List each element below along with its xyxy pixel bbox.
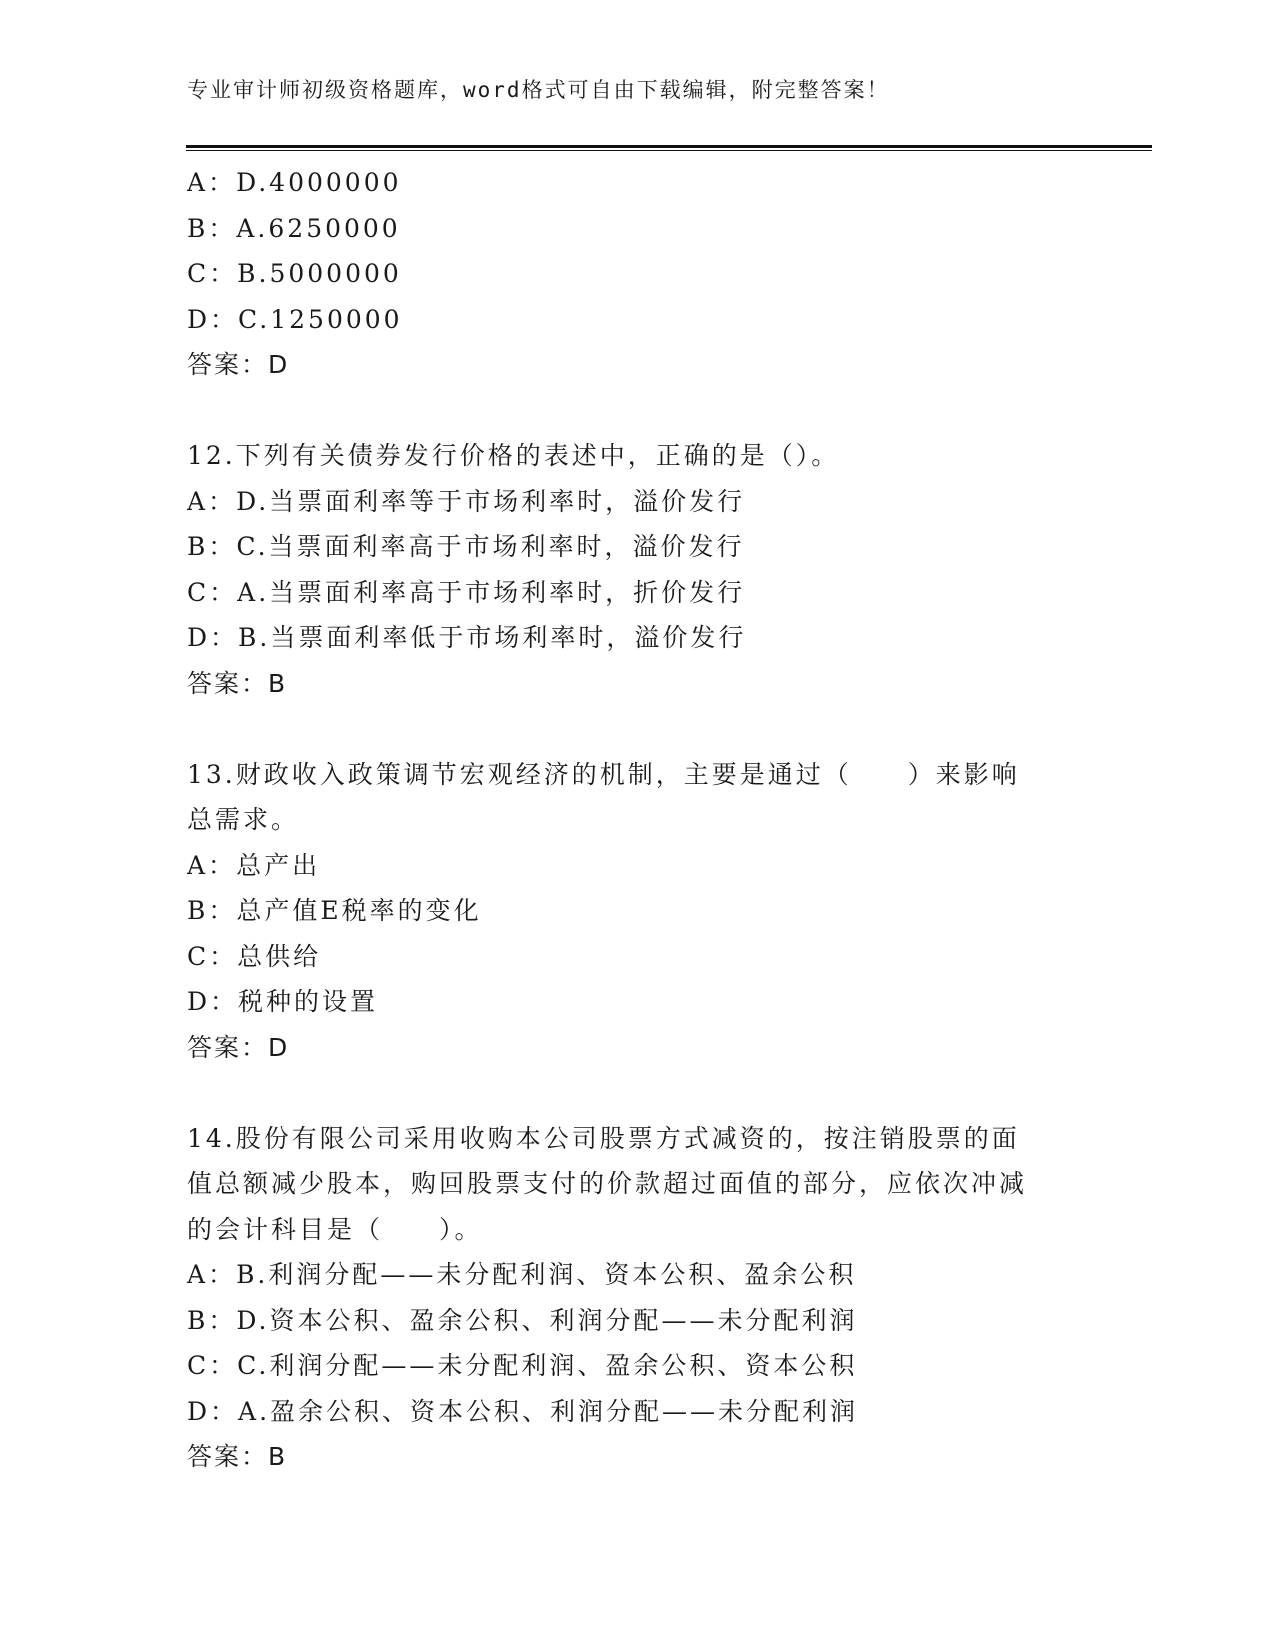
option-text: C.当票面利率高于市场利率时，溢价发行 xyxy=(236,532,745,561)
header-rule-thin xyxy=(186,150,1152,151)
option-c xyxy=(187,1343,1087,1389)
question-title: 14.股份有限公司采用收购本公司股票方式减资的，按注销股票的面值总额减少股本，购回股票支付的价款超过面值的部分，应依次冲减的会计科目是（ ）。 xyxy=(187,1123,1028,1244)
option-text: B.5000000 xyxy=(237,259,402,288)
option-text: 总产出 xyxy=(236,850,321,880)
option-letter: D： xyxy=(187,1396,239,1426)
option-letter: A： xyxy=(187,486,237,516)
option-a xyxy=(187,160,1087,206)
option-b xyxy=(187,524,1087,570)
option-letter: A： xyxy=(187,1260,237,1289)
option-d xyxy=(187,615,1087,661)
option-c xyxy=(187,251,1087,297)
question-block-12 xyxy=(187,433,1087,706)
answer-line: 答案：B xyxy=(187,668,288,698)
option-text: D.资本公积、盈余公积、利润分配——未分配利润 xyxy=(236,1305,858,1335)
question-title: 13.财政收入政策调节宏观经济的机制，主要是通过（ ）来影响总需求。 xyxy=(187,759,1020,834)
option-b xyxy=(187,206,1087,252)
option-text: A.当票面利率高于市场利率时，折价发行 xyxy=(237,577,746,607)
option-letter: D： xyxy=(187,987,239,1016)
option-letter: C： xyxy=(187,259,238,288)
option-text: 总产值E税率的变化 xyxy=(236,896,482,925)
option-letter: D： xyxy=(187,304,239,334)
option-b xyxy=(187,1298,1087,1344)
option-b xyxy=(187,888,1087,934)
option-text: 税种的设置 xyxy=(238,987,379,1016)
option-text: 总供给 xyxy=(237,941,322,971)
question-block-11 xyxy=(187,160,1087,388)
spacer xyxy=(187,706,1087,752)
header-rule-thick xyxy=(186,145,1152,148)
option-text: B.利润分配——未分配利润、资本公积、盈余公积 xyxy=(236,1260,857,1289)
option-c xyxy=(187,570,1087,616)
question-block-13 xyxy=(187,752,1087,1071)
spacer xyxy=(187,388,1087,434)
option-text: D.当票面利率等于市场利率时，溢价发行 xyxy=(236,486,746,516)
option-letter: B： xyxy=(187,532,237,561)
answer-line: 答案：D xyxy=(187,1032,290,1062)
option-letter: B： xyxy=(187,896,237,925)
option-text: A.盈余公积、资本公积、利润分配——未分配利润 xyxy=(238,1396,859,1426)
option-letter: B： xyxy=(187,1305,237,1335)
option-text: B.当票面利率低于市场利率时，溢价发行 xyxy=(238,623,747,652)
option-letter: A： xyxy=(187,850,237,880)
option-letter: C： xyxy=(187,1351,238,1380)
option-d xyxy=(187,1389,1087,1435)
question-title: 12.下列有关债券发行价格的表述中，正确的是（）。 xyxy=(187,441,840,470)
option-text: C.1250000 xyxy=(238,304,403,334)
answer-line: 答案：D xyxy=(187,350,290,379)
option-letter: C： xyxy=(187,941,238,971)
option-a xyxy=(187,843,1087,889)
option-letter: D： xyxy=(187,623,239,652)
option-text: D.4000000 xyxy=(236,168,402,197)
option-a xyxy=(187,479,1087,525)
option-letter: A： xyxy=(187,168,237,197)
option-text: A.6250000 xyxy=(236,213,401,243)
option-letter: C： xyxy=(187,577,238,607)
question-block-14 xyxy=(187,1116,1087,1480)
header-text: 专业审计师初级资格题库，word格式可自由下载编辑，附完整答案！ xyxy=(187,78,890,102)
question-list xyxy=(187,160,1087,1480)
option-d xyxy=(187,297,1087,343)
option-d xyxy=(187,979,1087,1025)
answer-line: 答案：B xyxy=(187,1442,288,1471)
option-c xyxy=(187,934,1087,980)
option-letter: B： xyxy=(187,213,237,243)
option-a xyxy=(187,1252,1087,1298)
spacer xyxy=(187,1070,1087,1116)
option-text: C.利润分配——未分配利润、盈余公积、资本公积 xyxy=(237,1351,858,1380)
